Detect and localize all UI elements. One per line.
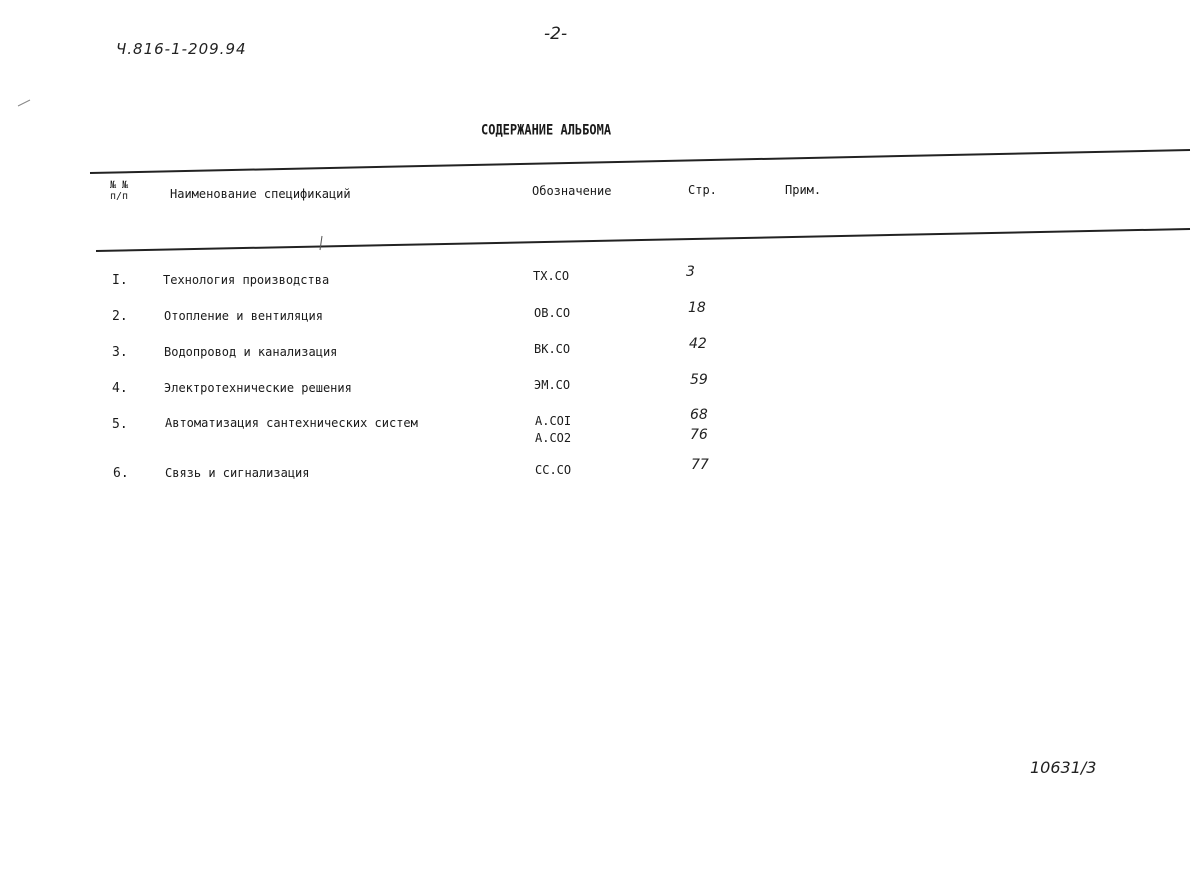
row-number: 3. <box>112 345 128 360</box>
page-title: СОДЕРЖАНИЕ АЛЬБОМА <box>481 121 612 139</box>
row-code: ОВ.СО <box>534 306 571 320</box>
row-page: 59 <box>690 372 708 388</box>
row-page: 42 <box>689 336 707 352</box>
row-name: Отопление и вентиляция <box>164 309 323 323</box>
row-code: А.СО2 <box>535 431 572 445</box>
row-page: 68 <box>690 407 708 423</box>
column-header-name: Наименование спецификаций <box>170 187 351 201</box>
row-page: 76 <box>690 427 708 443</box>
row-number: I. <box>112 273 128 288</box>
column-header-number-line1: № № <box>110 180 129 191</box>
archive-stamp: 10631/3 <box>1030 758 1097 777</box>
row-page: 77 <box>691 457 709 473</box>
row-code: ЭМ.СО <box>534 378 571 392</box>
row-code: ТХ.СО <box>533 269 570 283</box>
column-header-number <box>110 180 128 202</box>
row-name: Электротехнические решения <box>164 381 352 395</box>
row-code: ВК.СО <box>534 342 571 356</box>
row-name: Водопровод и канализация <box>164 345 338 359</box>
column-header-note: Прим. <box>785 183 822 197</box>
row-page: 3 <box>686 264 695 280</box>
document-code: Ч.816-1-209.94 <box>116 40 247 58</box>
column-header-page: Стр. <box>688 183 717 197</box>
row-name: Автоматизация сантехнических систем <box>165 416 418 430</box>
row-name: Связь и сигнализация <box>165 466 310 480</box>
row-name: Технология производства <box>163 273 330 287</box>
row-code: А.СОI <box>535 414 572 428</box>
page-number: -2- <box>544 24 568 44</box>
row-page: 18 <box>688 300 706 316</box>
row-number: 2. <box>112 309 128 324</box>
row-number: 5. <box>112 417 128 432</box>
row-number: 4. <box>112 381 128 396</box>
column-header-designation: Обозначение <box>532 184 612 198</box>
row-code: СС.СО <box>535 463 572 477</box>
row-number: 6. <box>113 466 129 481</box>
column-header-number-line2: п/п <box>110 191 129 202</box>
